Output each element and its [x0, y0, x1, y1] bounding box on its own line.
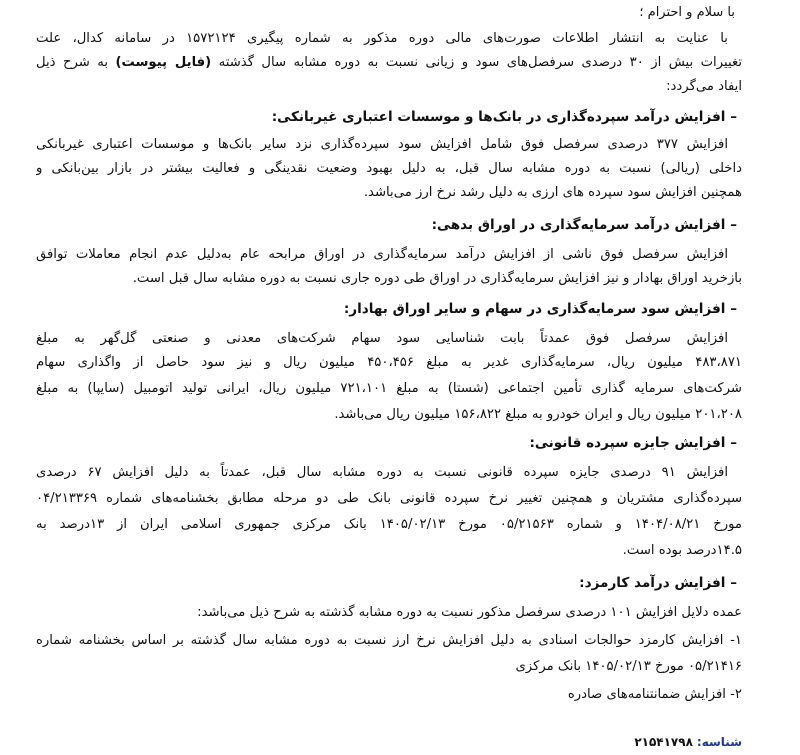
section-heading-commission-income: – افزایش درآمد کارمزد:: [579, 575, 737, 591]
section-3-line-1: افزایش سرفصل فوق عمدتاً بابت شناسایی سود سهام شرکت‌های معدنی و صنعتی گل‌گهر به مبلغ: [36, 331, 728, 346]
section-4-line-3: مورخ ۱۴۰۴/۰۸/۲۱ و شماره ۰۵/۲۱۵۶۳ مورخ ۱۴۰۵/۰۲/۱۳ بانک مرکزی جمهوری اسلامی ایران از ۱۳درصد به: [36, 517, 742, 532]
intro-line-2: [36, 52, 742, 74]
section-3-line-3: شرکت‌های سرمایه گذاری تأمین اجتماعی (شستا) به مبلغ ۷۲۱،۱۰۱ میلیون ریال، ایرانی تولید اتومبیل (سایپا) به مبلغ: [36, 381, 742, 396]
section-3-line-4: ۲۰۱،۲۰۸ میلیون ریال و ایران خودرو به مبلغ ۱۵۶،۸۲۲ میلیون ریال می‌باشد.: [334, 407, 742, 422]
section-4-line-1: افزایش ۹۱ درصدی جایزه سپرده قانونی نسبت به دوره مشابه سال قبل، عمدتاً به دلیل افزایش ۶۷ درصدی: [36, 465, 728, 480]
document-id-label: شناسه:: [696, 735, 742, 749]
greeting: با سلام و احترام ؛: [639, 5, 735, 20]
section-2-line-1: افزایش سرفصل فوق ناشی از افزایش درآمد سرمایه‌گذاری در اوراق مرابحه عام به‌دلیل عدم انجام معاملات توافق: [36, 247, 728, 262]
document-id: [634, 732, 742, 752]
section-5-line-2: ۱- افزایش کارمزد حوالجات اسنادی به دلیل افزایش نرخ ارز نسبت به دوره مشابه سال گذشته بر اساس بخشنامه شماره: [36, 633, 742, 648]
section-heading-legal-deposit: – افزایش جایزه سپرده قانونی:: [529, 435, 737, 451]
section-4-line-2: سپرده‌گذاری مشتریان و همچنین تغییر نرخ سپرده قانونی بانک طی دو مرحله مطابق بخشنامه‌های شماره ۰۴/۲۱۳۳۶۹: [36, 491, 742, 506]
section-5-line-4: ۲- افزایش ضمانتنامه‌های صادره: [567, 687, 742, 702]
section-3-line-2: ۴۸۳،۸۷۱ میلیون ریال، سرمایه‌گذاری غدیر به مبلغ ۴۵۰،۴۵۶ میلیون ریال و نیز سود حاصل از واگذاری سهام: [36, 355, 742, 370]
section-heading-equity-investment: – افزایش سود سرمایه‌گذاری در سهام و سایر اوراق بهادار:: [343, 301, 737, 317]
intro-line-2-post: به شرح ذیل: [36, 55, 109, 70]
section-1-line-2: داخلی (ریالی) نسبت به دوره مشابه سال قبل، به دلیل بهبود وضعیت نقدینگی و فعالیت بیشتر در بازار بین‌بانکی و: [36, 161, 742, 176]
section-5-line-3: ۰۵/۲۱۴۱۶ مورخ ۱۴۰۵/۰۲/۱۳ بانک مرکزی: [515, 659, 742, 674]
intro-line-1: با عنایت به انتشار اطلاعات صورت‌های مالی دوره مذکور به شماره پیگیری ۱۵۷۲۱۲۴ در سامانه کدال، علت: [36, 31, 728, 46]
section-4-line-4: ۱۴.۵درصد بوده است.: [622, 543, 742, 558]
section-1-line-3: همچنین افزایش سود سپرده های ارزی به دلیل رشد نرخ ارز می‌باشد.: [363, 185, 742, 200]
section-1-line-1: افزایش ۳۷۷ درصدی سرفصل فوق شامل افزایش سود سپرده‌گذاری نزد سایر بانک‌ها و موسسات اعتباری غیربانکی: [36, 137, 728, 152]
intro-line-2-pre: تغییرات بیش از ۳۰ درصدی سرفصل‌های سود و زیانی نسبت به دوره مشابه سال گذشته: [218, 55, 742, 70]
section-5-line-1: عمده دلایل افزایش ۱۰۱ درصدی سرفصل مذکور نسبت به دوره مشابه گذشته به شرح ذیل می‌باشد:: [197, 605, 742, 620]
section-heading-deposit-income: – افزایش درآمد سپرده‌گذاری در بانک‌ها و موسسات اعتباری غیربانکی:: [271, 109, 737, 125]
intro-line-3: ایفاد می‌گردد:: [666, 79, 742, 94]
section-heading-debt-securities: – افزایش درآمد سرمایه‌گذاری در اوراق بدهی:: [431, 217, 737, 233]
attachment-file-label: (فایل پیوست): [115, 55, 212, 70]
document-id-value: ۲۱۵۴۱۷۹۸: [634, 735, 693, 749]
section-2-line-2: بازخرید اوراق بهادار و نیز افزایش سرمایه‌گذاری در اوراق طی دوره جاری نسبت به دوره مشابه سال قبل است.: [132, 271, 742, 286]
